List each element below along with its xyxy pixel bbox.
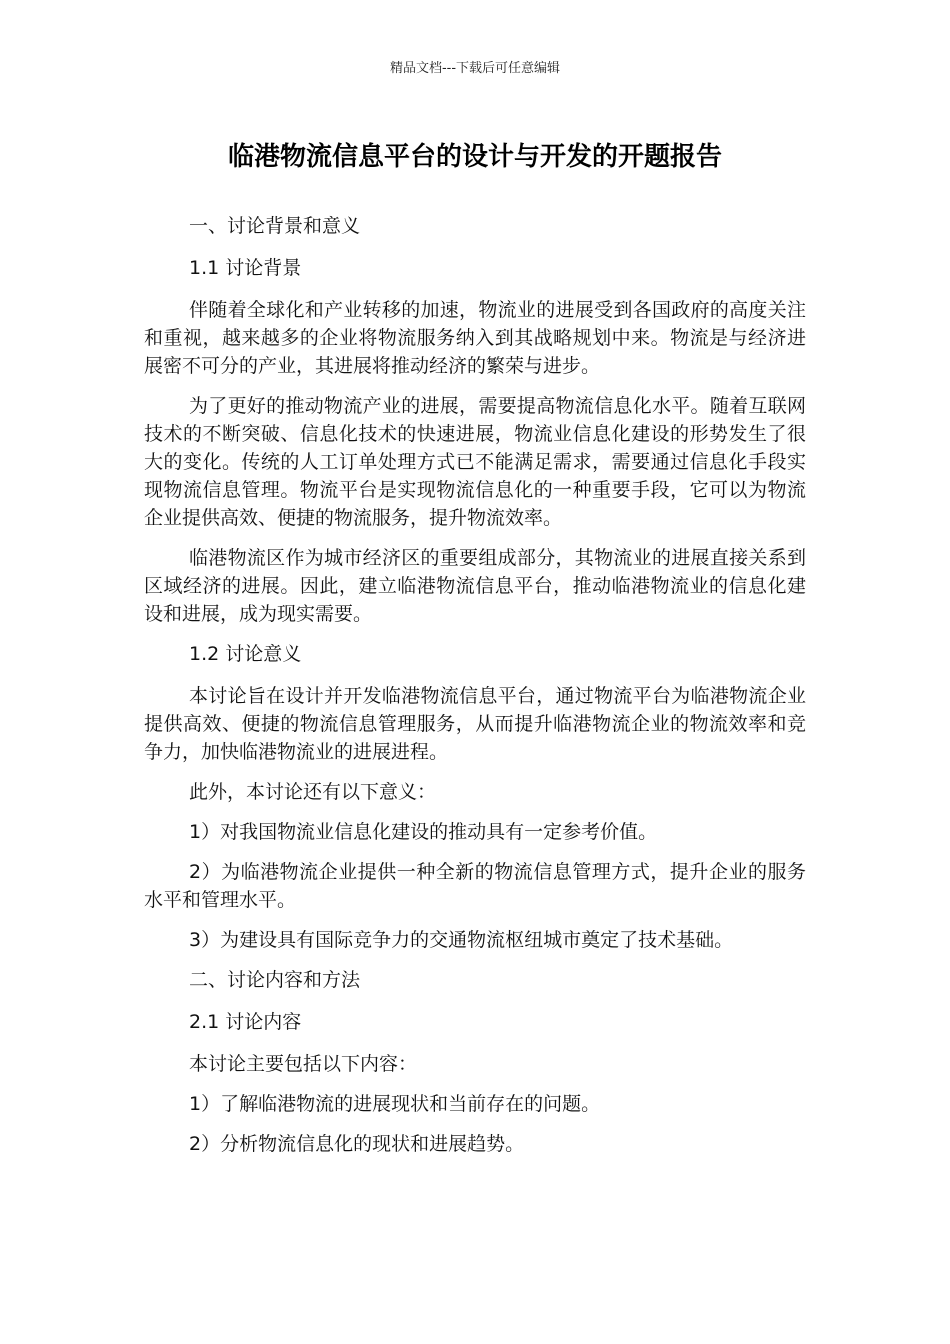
list-item: 1）了解临港物流的进展现状和当前存在的问题。 [189, 1093, 601, 1115]
section-heading: 一、讨论背景和意义 [189, 215, 361, 237]
section-heading: 二、讨论内容和方法 [189, 969, 361, 991]
body-paragraph: 临港物流区作为城市经济区的重要组成部分，其物流业的进展直接关系到区域经济的进展。因此，建立临港物流信息平台，推动临港物流业的信息化建设和进展，成为现实需要。 [144, 547, 806, 625]
body-paragraph: 伴随着全球化和产业转移的加速，物流业的进展受到各国政府的高度关注和重视，越来越多的企业将物流服务纳入到其战略规划中来。物流是与经济进展密不可分的产业，其进展将推动经济的繁荣与进步。 [144, 299, 806, 377]
list-item: 2）为临港物流企业提供一种全新的物流信息管理方式，提升企业的服务水平和管理水平。 [144, 861, 806, 911]
body-paragraph: 此外，本讨论还有以下意义： [189, 781, 437, 803]
document-title: 临港物流信息平台的设计与开发的开题报告 [227, 142, 722, 172]
document-body [144, 212, 806, 1170]
body-paragraph: 为了更好的推动物流产业的进展，需要提高物流信息化水平。随着互联网技术的不断突破、信息化技术的快速进展，物流业信息化建设的形势发生了很大的变化。传统的人工订单处理方式已不能满足需求，需要通过信息化手段实现物流信息管理。物流平台是实现物流信息化的一种重要手段，它可以为物流企业提供高效、便捷的物流服务，提升物流效率。 [144, 395, 806, 529]
list-item: 1）对我国物流业信息化建设的推动具有一定参考价值。 [189, 821, 658, 843]
list-item: 3）为建设具有国际竞争力的交通物流枢纽城市奠定了技术基础。 [189, 929, 734, 951]
subsection-heading: 1.2 讨论意义 [189, 643, 302, 665]
subsection-heading: 2.1 讨论内容 [189, 1011, 302, 1033]
subsection-heading: 1.1 讨论背景 [189, 257, 302, 279]
body-paragraph: 本讨论旨在设计并开发临港物流信息平台，通过物流平台为临港物流企业提供高效、便捷的物流信息管理服务，从而提升临港物流企业的物流效率和竞争力，加快临港物流业的进展进程。 [144, 685, 806, 763]
page-header-note: 精品文档---下载后可任意编辑 [389, 61, 561, 76]
list-item: 2）分析物流信息化的现状和进展趋势。 [189, 1133, 525, 1155]
body-paragraph: 本讨论主要包括以下内容： [189, 1053, 418, 1075]
